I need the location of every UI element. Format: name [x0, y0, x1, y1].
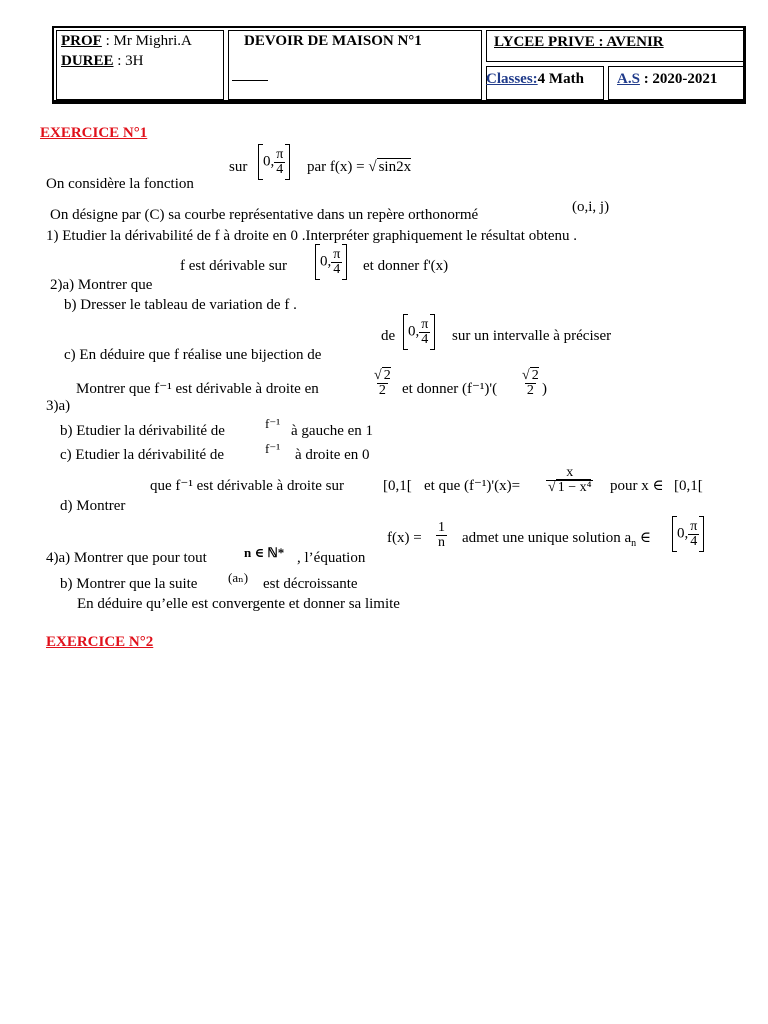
q4c: En déduire qu’elle est convergente et donner sa limite [77, 596, 400, 612]
q3a-frac-1: $\frac{√ 2}{2}$ [374, 368, 391, 398]
q3d-b: et que (f⁻¹)'(x)= [424, 478, 521, 494]
q3a-label: 3)a) [46, 398, 71, 414]
q3b-f: f⁻¹ [265, 416, 281, 431]
par-label: par f(x) = √ sin2x [307, 159, 412, 175]
q4b-post: est décroissante [263, 576, 358, 592]
q3c-f: f⁻¹ [265, 441, 281, 456]
classes-label: Classes: [486, 71, 538, 87]
q4b-an: (aₙ) [228, 570, 249, 585]
q2a-pre: 2)a) Montrer que [50, 277, 153, 293]
title-underline [232, 80, 268, 81]
interval-1: 0, $\frac{\pi}{4}$ [258, 144, 290, 180]
q3d-interval-2: [0,1[ [674, 478, 703, 494]
q4a-n: n ∈ ℕ* [244, 545, 285, 560]
designe-text: On désigne par (C) sa courbe représentative dans un repère orthonormé [50, 207, 479, 223]
sur-label: sur [229, 159, 248, 175]
exercise1-title: EXERCICE N°1 [40, 125, 148, 141]
q2b: b) Dresser le tableau de variation de f . [64, 297, 297, 313]
q3b-pre: b) Etudier la dérivabilité de [60, 423, 225, 439]
interval-2: 0, $\frac{\pi}{4}$ [315, 244, 347, 280]
q3d-frac: $\frac{x}{\text{√ 1 − x⁴}}$ [548, 465, 592, 495]
q4-eq-left: f(x) = [387, 530, 422, 546]
classes-value: 4 Math [537, 71, 584, 87]
considere-text: On considère la fonction [46, 176, 194, 192]
q3a-close: ) [542, 381, 547, 397]
school-name: LYCEE PRIVE : AVENIR [494, 34, 664, 50]
q4a-post: , l’équation [297, 550, 366, 566]
q3a-text: Montrer que f⁻¹ est dérivable à droite en [76, 381, 319, 397]
prof-value: : Mr Mighri.A [101, 33, 192, 49]
q2a-post: et donner f'(x) [363, 258, 449, 274]
q4a-pre: 4)a) Montrer que pour tout [46, 550, 207, 566]
prof-label: PROF [61, 33, 102, 49]
question-1: 1) Etudier la dérivabilité de f à droite en 0 .Interpréter graphiquement le résultat obtenu . [46, 228, 578, 244]
duree-label: DUREE [61, 53, 114, 69]
q3d-pour: pour x ∈ [610, 478, 664, 494]
q2c: c) En déduire que f réalise une bijection de [64, 347, 322, 363]
q2c-post: sur un intervalle à préciser [452, 328, 612, 344]
prof-line [61, 34, 192, 49]
duree-value: : 3H [113, 53, 144, 69]
classes-line [486, 72, 584, 87]
q3d-a: que f⁻¹ est dérivable à droite sur [150, 478, 345, 494]
q4-frac: $\frac{1}{n}$ [438, 520, 445, 550]
repere-notation: (o,i, j) [572, 199, 610, 215]
q3b-post: à gauche en 1 [291, 423, 374, 439]
q3c-pre: c) Etudier la dérivabilité de [60, 447, 225, 463]
q3d-interval: [0,1[ [383, 478, 412, 494]
q4-eq-post: admet une unique solution $a_n$ ∈ [462, 530, 651, 549]
as-value: : 2020-2021 [639, 71, 718, 87]
q3d-label: d) Montrer [60, 498, 126, 514]
duree-line [61, 54, 144, 69]
q2a-derivable: f est dérivable sur [180, 258, 288, 274]
q3c-post: à droite en 0 [295, 447, 370, 463]
as-label: A.S [617, 71, 640, 87]
q3a-frac-2: $\frac{√ 2}{2}$ [522, 368, 539, 398]
as-line [617, 72, 717, 87]
interval-4: 0, $\frac{\pi}{4}$ [672, 516, 704, 552]
q3a-donner: et donner (f⁻¹)'( [402, 381, 498, 397]
exercise2-title: EXERCICE N°2 [46, 634, 154, 650]
interval-3: 0, $\frac{\pi}{4}$ [403, 314, 435, 350]
q4b-pre: b) Montrer que la suite [60, 576, 198, 592]
doc-title: DEVOIR DE MAISON N°1 [244, 33, 422, 49]
q2c-de: de [381, 328, 396, 344]
